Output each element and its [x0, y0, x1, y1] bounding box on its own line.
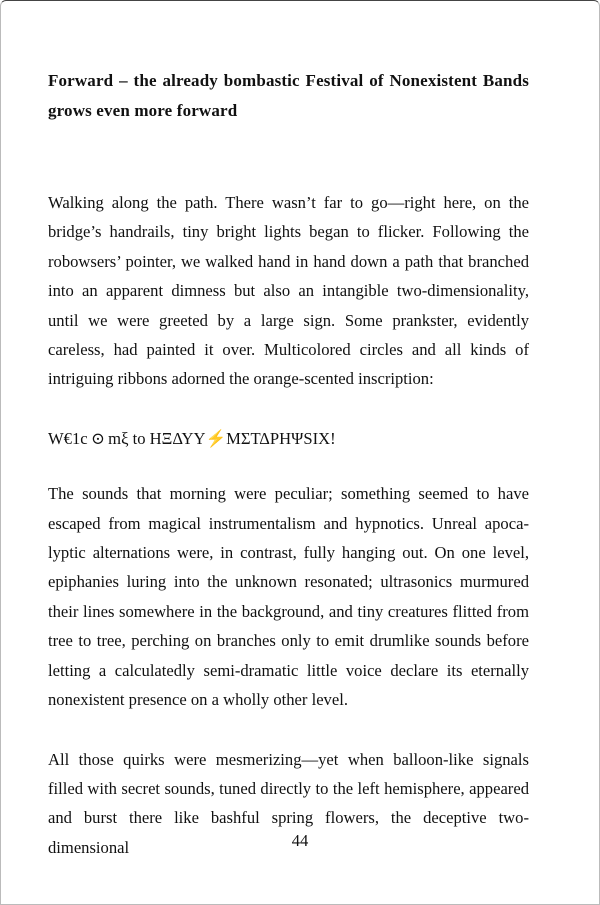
- sign-text-end: ΜΣΤΔΡΗΨSIX!: [226, 428, 336, 448]
- chapter-heading: Forward – the already bombastic Festival of Nonexistent Bands grows even more forward: [48, 71, 529, 120]
- page-number: 44: [291, 831, 309, 850]
- paragraph-1: Walking along the path. There wasn’t far to go—right here, on the bridge’s handrails, tiny bright lights began to flicker. Following the robowsers’ pointer, we walked hand in hand down a path that branched into an apparent dimness but also an intangible two-dimensionality, until we were greeted by a large sign. Some prankster, evidently careless, had painted it over. Multicolored circles and all kinds of intriguing ribbons adorned the orange-scented inscription:: [48, 193, 529, 389]
- sign-text-start: W€1c ⊙ mξ to ΗΞΔΥΥ: [48, 428, 206, 448]
- sign-inscription: [48, 424, 529, 453]
- lightning-bolt-icon: ⚡: [205, 428, 227, 448]
- paragraph-2: The sounds that morning were peculiar; something seemed to have escaped from magical instrumentalism and hypnotics. Unreal apocalyptic alternations were, in contrast, fully hanging out. On one level, epiphanies luring into the unknown resonated; ultrasonics murmured their lines somewhere in the background, and tiny creatures flitted from tree to tree, perching on branches only to emit drumlike sounds before letting a calculatedly semi-dramatic little voice declare its eternally nonexistent presence on a wholly other level.: [48, 484, 529, 710]
- paragraph-3: All those quirks were mesmerizing—yet when balloon-like signals filled with secret sounds, tuned directly to the left hemisphere, appeared and burst there like bashful spring flowers, the deceptive two-dimensional: [48, 749, 529, 857]
- page-content: [48, 66, 529, 862]
